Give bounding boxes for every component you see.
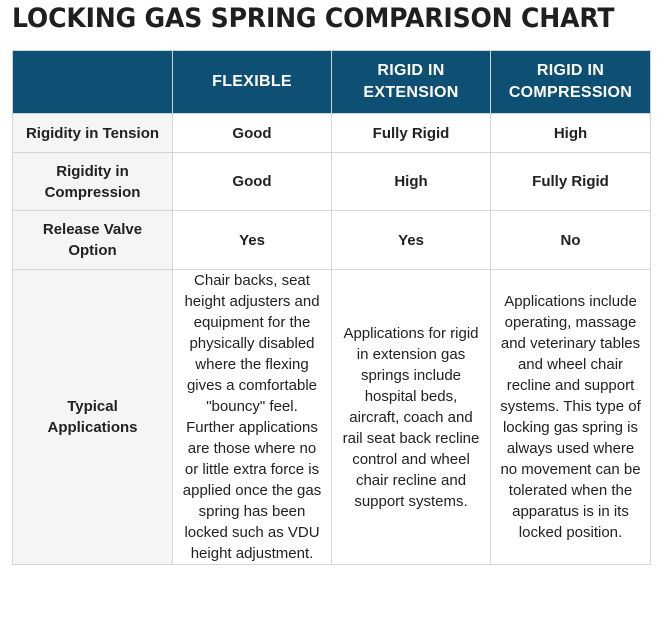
table-cell: Fully Rigid	[332, 114, 491, 153]
table-cell-applications-flexible: Chair backs, seat height adjusters and equipment for the physically disabled where the flexing gives a comfortable "bouncy" feel. Further applications are those where no or little extra force is applied once the gas spring has been locked such as VDU height adjustment.	[173, 270, 332, 565]
table-row-typical-applications	[13, 270, 651, 565]
table-cell: High	[491, 114, 651, 153]
row-label: Rigidity in Tension	[13, 114, 173, 153]
header-flexible: FLEXIBLE	[173, 51, 332, 114]
row-label: Release Valve Option	[13, 211, 173, 270]
header-row	[13, 51, 651, 114]
table-cell: Yes	[332, 211, 491, 270]
header-corner-cell	[13, 51, 173, 114]
table-cell: High	[332, 153, 491, 211]
row-label: Typical Applications	[13, 270, 173, 565]
table-cell: Fully Rigid	[491, 153, 651, 211]
page-title: LOCKING GAS SPRING COMPARISON CHART	[12, 3, 615, 34]
table-cell-applications-rigid-in-extension: Applications for rigid in extension gas springs include hospital beds, aircraft, coach and rail seat back recline control and wheel chair recline and support systems.	[332, 270, 491, 565]
table-cell-applications-rigid-in-compression: Applications include operating, massage and veterinary tables and wheel chair recline and support systems. This type of locking gas spring is always used where no movement can be tolerated when the apparatus is in its locked position.	[491, 270, 651, 565]
table-cell: Yes	[173, 211, 332, 270]
table-cell: Good	[173, 153, 332, 211]
comparison-table	[12, 50, 651, 565]
table-cell: No	[491, 211, 651, 270]
header-rigid-in-compression: RIGID IN COMPRESSION	[491, 51, 651, 114]
table-row-release-valve-option	[13, 211, 651, 270]
table-row-rigidity-in-compression	[13, 153, 651, 211]
header-rigid-in-extension: RIGID IN EXTENSION	[332, 51, 491, 114]
row-label: Rigidity in Compression	[13, 153, 173, 211]
table-cell: Good	[173, 114, 332, 153]
table-row-rigidity-in-tension	[13, 114, 651, 153]
